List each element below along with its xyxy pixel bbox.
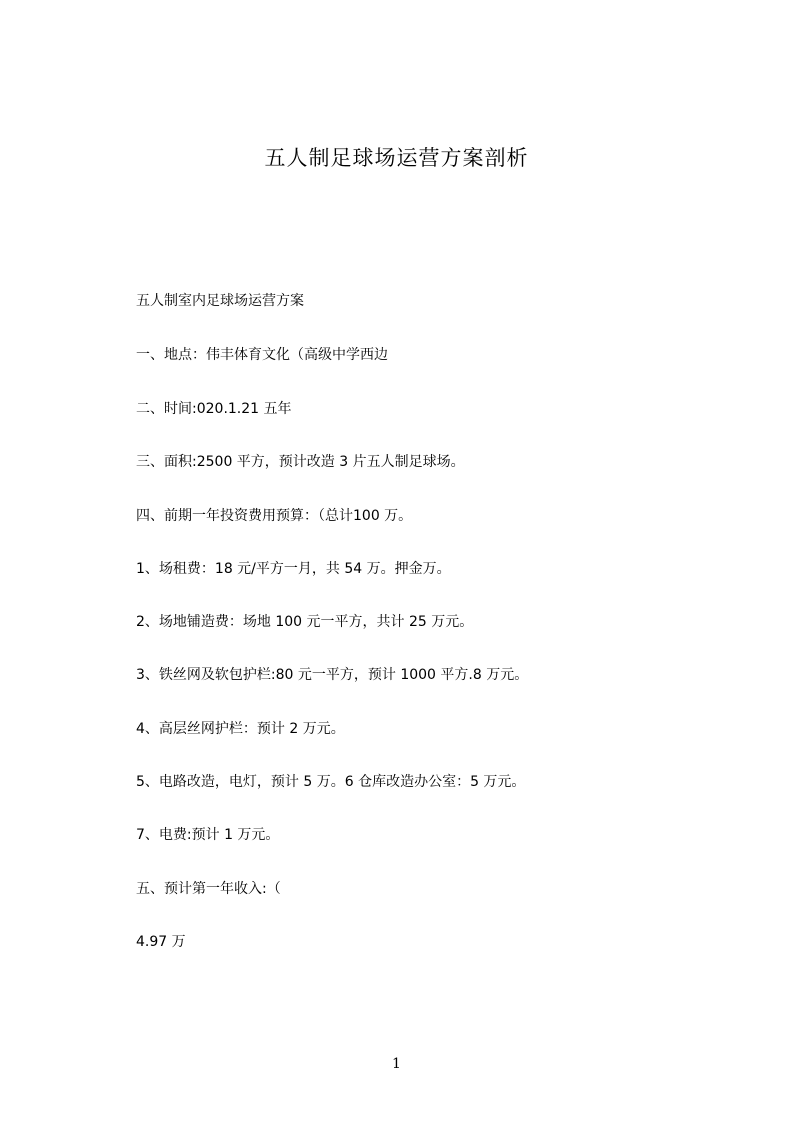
body-line-paving: 2、场地铺造费：场地 100 元一平方，共计 25 万元。 bbox=[136, 614, 474, 630]
document-title: 五人制足球场运营方案剖析 bbox=[264, 146, 529, 170]
body-line-location: 一、地点：伟丰体育文化（高级中学西边 bbox=[136, 347, 388, 363]
page-number: 1 bbox=[392, 1056, 401, 1072]
body-line-subtitle: 五人制室内足球场运营方案 bbox=[136, 293, 304, 309]
body-line-income-value: 4.97 万 bbox=[136, 934, 186, 950]
body-line-electrical: 5、电路改造，电灯，预计 5 万。6 仓库改造办公室：5 万元。 bbox=[136, 774, 526, 790]
body-line-fence: 3、铁丝网及软包护栏:80 元一平方，预计 1000 平方.8 万元。 bbox=[136, 667, 529, 683]
body-line-budget: 四、前期一年投资费用预算：（总计100 万。 bbox=[136, 508, 413, 524]
body-line-income: 五、预计第一年收入:（ bbox=[136, 881, 281, 897]
body-line-electricity-fee: 7、电费:预计 1 万元。 bbox=[136, 827, 280, 843]
body-line-high-fence: 4、高层丝网护栏：预计 2 万元。 bbox=[136, 721, 345, 737]
body-line-area: 三、面积:2500 平方，预计改造 3 片五人制足球场。 bbox=[136, 454, 465, 470]
body-line-time: 二、时间:020.1.21 五年 bbox=[136, 401, 292, 417]
body-line-rent: 1、场租费：18 元/平方一月，共 54 万。押金万。 bbox=[136, 561, 451, 577]
